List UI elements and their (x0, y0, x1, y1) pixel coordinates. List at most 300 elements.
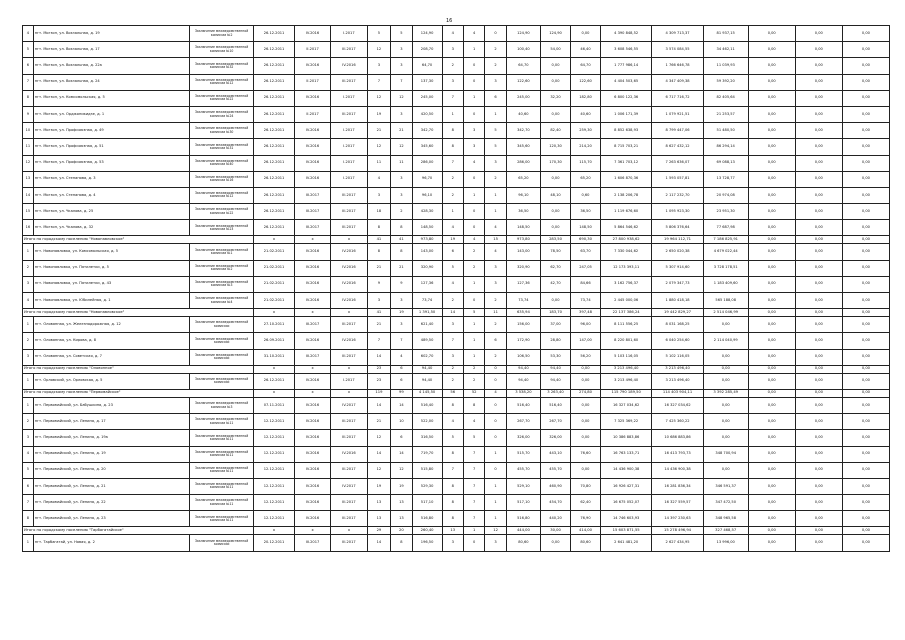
cell-s3: 81 937,15 (703, 26, 748, 42)
cell-z2: 0,00 (795, 349, 842, 365)
cell-a3: 36,50 (571, 204, 601, 220)
cell-a2: 54,00 (541, 42, 571, 58)
cell-c3: 8 (442, 397, 463, 413)
cell-z3: 0,00 (842, 58, 889, 74)
cell-q1: IV.2016 (294, 397, 330, 413)
cell-q1: IV.2016 (294, 293, 330, 309)
cell-doc: Заключение межведомственной комиссии №3 (189, 276, 253, 292)
table-row (23, 155, 890, 171)
cell-a1: 148,50 (506, 220, 540, 236)
cell-a2: 62,70 (541, 260, 571, 276)
cell-s1: 1 119 676,60 (600, 204, 651, 220)
cell-a2: 0,00 (541, 74, 571, 90)
cell-q1: IV.2016 (294, 123, 330, 139)
subtotal-cell: 690,30 (571, 236, 601, 244)
cell-c1: 18 (367, 204, 391, 220)
cell-d: 26.12.2011 (254, 171, 295, 187)
cell-q1: IV.2016 (294, 495, 330, 511)
subtotal-cell: 13 (442, 527, 463, 535)
subtotal-cell: 4 145,50 (412, 389, 442, 397)
cell-s1: 8 852 638,93 (600, 123, 651, 139)
cell-n: 7 (23, 74, 34, 90)
table-row (23, 349, 890, 365)
cell-n: 13 (23, 171, 34, 187)
cell-c5: 5 (485, 139, 506, 155)
subtotal-cell: 15 278 496,94 (652, 527, 703, 535)
cell-c4: 0 (463, 58, 484, 74)
cell-z2: 0,00 (795, 90, 842, 106)
cell-q1: IV.2016 (294, 511, 330, 527)
cell-area: 515,80 (412, 462, 442, 478)
cell-s1: 12 173 393,11 (600, 260, 651, 276)
cell-c5: 3 (485, 155, 506, 171)
cell-d: 12.12.2011 (254, 430, 295, 446)
cell-a3: 0,60 (571, 187, 601, 203)
cell-z2: 0,00 (795, 204, 842, 220)
subtotal-cell: 4 (463, 236, 484, 244)
subtotal-cell: 0,00 (795, 527, 842, 535)
table-row (23, 58, 890, 74)
cell-a1: 100,40 (506, 42, 540, 58)
cell-c2: 7 (391, 333, 412, 349)
cell-c2: 19 (391, 478, 412, 494)
cell-s1: 14 746 603,93 (600, 511, 651, 527)
cell-z2: 0,00 (795, 106, 842, 122)
cell-c5: 1 (485, 106, 506, 122)
cell-a3: 0,00 (571, 430, 601, 446)
cell-q2: III.2017 (331, 42, 367, 58)
cell-addr: пгт. Могзон, ул. Профсоюзная, д. 53 (33, 155, 189, 171)
cell-area: 489,50 (412, 333, 442, 349)
cell-c2: 13 (391, 495, 412, 511)
cell-z3: 0,00 (842, 276, 889, 292)
cell-area: 517,10 (412, 495, 442, 511)
cell-n: 6 (23, 478, 34, 494)
cell-z3: 0,00 (842, 317, 889, 333)
cell-a1: 64,70 (506, 58, 540, 74)
subtotal-cell: 15 (485, 236, 506, 244)
cell-c1: 12 (367, 42, 391, 58)
cell-c4: 2 (463, 244, 484, 260)
cell-area: 621,40 (412, 317, 442, 333)
cell-q1: IV.2016 (294, 260, 330, 276)
cell-z2: 0,00 (795, 495, 842, 511)
subtotal-cell: 1 391,50 (412, 309, 442, 317)
cell-doc: Заключение межведомственной комиссии (189, 333, 253, 349)
cell-c5: 3 (485, 260, 506, 276)
cell-doc: Заключение межведомственной комиссии №11 (189, 430, 253, 446)
table-row (23, 317, 890, 333)
cell-a2: 0,00 (541, 171, 571, 187)
cell-s1: 10 386 883,86 (600, 430, 651, 446)
cell-c5: 3 (485, 74, 506, 90)
cell-c5: 2 (485, 317, 506, 333)
cell-c5: 1 (485, 511, 506, 527)
subtotal-cell: 56 (442, 389, 463, 397)
cell-area: 522,00 (412, 414, 442, 430)
cell-doc: Заключение межведомственной комиссии №10 (189, 42, 253, 58)
subtotal-cell: 119 (367, 389, 391, 397)
cell-c3: 8 (442, 139, 463, 155)
cell-s2: 14 436 900,38 (652, 462, 703, 478)
cell-addr: пгт. Оловянная, ул. Кирова, д. 8 (33, 333, 189, 349)
table-row (23, 220, 890, 236)
table-row (23, 276, 890, 292)
cell-doc: Заключение межведомственной комиссии №2 (189, 260, 253, 276)
cell-d: 31.10.2011 (254, 349, 295, 365)
subtotal-label: Итого по городскому поселению "Оловянное" (23, 365, 254, 373)
cell-a3: 115,70 (571, 155, 601, 171)
cell-s3: 1 183 409,60 (703, 276, 748, 292)
cell-n: 5 (23, 42, 34, 58)
cell-a2: 326,00 (541, 430, 571, 446)
subtotal-row (23, 365, 890, 373)
cell-c4: 5 (463, 430, 484, 446)
cell-n: 3 (23, 276, 34, 292)
cell-z1: 0,00 (748, 123, 795, 139)
cell-z1: 0,00 (748, 155, 795, 171)
cell-c3: 2 (442, 373, 463, 389)
cell-n: 15 (23, 204, 34, 220)
cell-s2: 3 574 084,55 (652, 42, 703, 58)
cell-doc: Заключение межведомственной комиссии №11 (189, 511, 253, 527)
cell-a1: 36,50 (506, 204, 540, 220)
cell-d: 27.10.2011 (254, 317, 295, 333)
cell-d: 21.02.2011 (254, 293, 295, 309)
cell-q1: III.2017 (294, 187, 330, 203)
cell-a2: 440,20 (541, 511, 571, 527)
cell-s2: 6 040 254,60 (652, 333, 703, 349)
cell-c1: 12 (367, 90, 391, 106)
subtotal-cell: x (254, 236, 295, 244)
cell-s3: 82 405,64 (703, 90, 748, 106)
cell-z1: 0,00 (748, 495, 795, 511)
cell-a1: 517,10 (506, 495, 540, 511)
cell-c4: 4 (463, 26, 484, 42)
cell-s3: 20 974,08 (703, 187, 748, 203)
cell-c4: 1 (463, 90, 484, 106)
cell-addr: пгт. Могзон, ул. Вокзальная, д. 24 (33, 74, 189, 90)
cell-s1: 2 641 481,20 (600, 535, 651, 551)
cell-a3: 64,70 (571, 58, 601, 74)
cell-z3: 0,00 (842, 414, 889, 430)
cell-a2: 48,10 (541, 187, 571, 203)
cell-q2: III.2017 (331, 535, 367, 551)
cell-area: 127,36 (412, 276, 442, 292)
cell-c3: 8 (442, 446, 463, 462)
subtotal-cell: 274,80 (571, 389, 601, 397)
cell-a3: 56,20 (571, 349, 601, 365)
cell-z3: 0,00 (842, 244, 889, 260)
cell-area: 196,50 (412, 535, 442, 551)
cell-a2: 454,70 (541, 495, 571, 511)
cell-c3: 4 (442, 414, 463, 430)
cell-d: 26.12.2011 (254, 123, 295, 139)
subtotal-cell: 30,00 (541, 527, 571, 535)
subtotal-cell: 2 (442, 365, 463, 373)
cell-n: 7 (23, 495, 34, 511)
cell-z2: 0,00 (795, 317, 842, 333)
subtotal-cell: 19 442 829,27 (652, 309, 703, 317)
cell-a2: 455,70 (541, 462, 571, 478)
cell-a1: 516,80 (506, 511, 540, 527)
cell-addr: пгт. Первомайский, ул. Ленина, д. 23 (33, 511, 189, 527)
subtotal-cell: 0,00 (842, 365, 889, 373)
subtotal-cell: 0,00 (748, 365, 795, 373)
cell-c1: 5 (367, 26, 391, 42)
subtotal-cell: 0,00 (842, 527, 889, 535)
cell-s1: 8 715 703,21 (600, 139, 651, 155)
cell-s3: 348 965,58 (703, 511, 748, 527)
cell-d: 26.12.2011 (254, 139, 295, 155)
cell-z3: 0,00 (842, 478, 889, 494)
table-row (23, 171, 890, 187)
cell-addr: пгт. Первомайский, ул. Ленина, д. 22 (33, 495, 189, 511)
subtotal-cell: 0,00 (795, 389, 842, 397)
cell-c2: 9 (391, 276, 412, 292)
cell-d: 12.12.2011 (254, 446, 295, 462)
cell-addr: пгт. Могзон, ул. Степанова, д. 3 (33, 171, 189, 187)
cell-z2: 0,00 (795, 333, 842, 349)
cell-doc: Заключение межведомственной комиссии (189, 373, 253, 389)
cell-c4: 1 (463, 276, 484, 292)
cell-z1: 0,00 (748, 446, 795, 462)
cell-s3: 11 039,93 (703, 58, 748, 74)
cell-q2: III.2017 (331, 511, 367, 527)
cell-s2: 1 766 646,78 (652, 58, 703, 74)
cell-s1: 16 327 034,62 (600, 397, 651, 413)
cell-a2: 53,30 (541, 349, 571, 365)
cell-q1: IV.2016 (294, 26, 330, 42)
subtotal-cell: 29 (367, 527, 391, 535)
cell-q2: IV.2016 (331, 446, 367, 462)
cell-z3: 0,00 (842, 74, 889, 90)
cell-area: 286,00 (412, 155, 442, 171)
cell-q1: II.2017 (294, 106, 330, 122)
cell-c2: 14 (391, 397, 412, 413)
subtotal-cell: 23 (367, 365, 391, 373)
cell-c2: 6 (391, 430, 412, 446)
cell-s2: 8 799 447,06 (652, 123, 703, 139)
cell-q2: III.2017 (331, 204, 367, 220)
cell-a3: 80,60 (571, 535, 601, 551)
cell-c5: 2 (485, 171, 506, 187)
subtotal-cell: 41 (367, 236, 391, 244)
cell-z2: 0,00 (795, 511, 842, 527)
cell-d: 26.09.2011 (254, 333, 295, 349)
cell-z2: 0,00 (795, 478, 842, 494)
table-row (23, 26, 890, 42)
cell-z2: 0,00 (795, 414, 842, 430)
page-number: 16 (446, 18, 453, 24)
cell-z1: 0,00 (748, 462, 795, 478)
subtotal-label: Итого по городскому поселению "Новопавловское" (23, 309, 254, 317)
cell-s1: 8 220 801,60 (600, 333, 651, 349)
cell-d: 26.12.2011 (254, 58, 295, 74)
cell-c1: 12 (367, 430, 391, 446)
subtotal-cell: 397,48 (571, 309, 601, 317)
cell-c2: 5 (391, 26, 412, 42)
subtotal-cell: 0,00 (795, 309, 842, 317)
cell-a1: 286,00 (506, 155, 540, 171)
cell-z3: 0,00 (842, 90, 889, 106)
table-row (23, 373, 890, 389)
cell-c1: 14 (367, 446, 391, 462)
cell-q1: IV.2016 (294, 171, 330, 187)
cell-z3: 0,00 (842, 155, 889, 171)
cell-d: 21.02.2011 (254, 276, 295, 292)
cell-s1: 1 777 986,14 (600, 58, 651, 74)
cell-doc: Заключение межведомственной комиссии №3 (189, 397, 253, 413)
cell-doc: Заключение межведомственной комиссии №12 (189, 187, 253, 203)
cell-c2: 7 (391, 74, 412, 90)
cell-c2: 8 (391, 244, 412, 260)
cell-c4: 1 (463, 317, 484, 333)
cell-c1: 23 (367, 373, 391, 389)
cell-q1: IV.2016 (294, 414, 330, 430)
cell-s3: 347 472,50 (703, 495, 748, 511)
cell-c1: 4 (367, 171, 391, 187)
cell-s3: 21 253,57 (703, 106, 748, 122)
table-row (23, 495, 890, 511)
subtotal-cell: 114 403 904,11 (652, 389, 703, 397)
cell-a3: 0,00 (571, 373, 601, 389)
subtotal-cell: 19 964 112,71 (652, 236, 703, 244)
cell-c5: 1 (485, 446, 506, 462)
subtotal-cell: 99 (391, 389, 412, 397)
subtotal-label: Итого по городскому поселению "Тарбагатайское" (23, 527, 254, 535)
cell-a1: 172,90 (506, 333, 540, 349)
cell-doc: Заключение межведомственной комиссии №32 (189, 58, 253, 74)
cell-a2: 0,00 (541, 58, 571, 74)
subtotal-cell: 0,00 (571, 365, 601, 373)
subtotal-cell: 3 392 285,49 (703, 389, 748, 397)
cell-c2: 8 (391, 535, 412, 551)
cell-s1: 2 445 000,06 (600, 293, 651, 309)
subtotal-row (23, 527, 890, 535)
cell-q2: III.2017 (331, 495, 367, 511)
cell-doc: Заключение межведомственной комиссии №1 (189, 244, 253, 260)
cell-s2: 1 095 923,30 (652, 204, 703, 220)
cell-c1: 7 (367, 74, 391, 90)
cell-s3: 565 188,08 (703, 293, 748, 309)
table-row (23, 511, 890, 527)
cell-addr: пгт. Могзон, ул. Степанова, д. 4 (33, 187, 189, 203)
cell-a2: 170,30 (541, 155, 571, 171)
cell-s3: 0,00 (703, 430, 748, 446)
cell-a3: 76,60 (571, 446, 601, 462)
subtotal-cell: 0,00 (795, 236, 842, 244)
housing-relocation-table (22, 25, 890, 552)
cell-s3: 0,00 (703, 373, 748, 389)
cell-c4: 7 (463, 511, 484, 527)
subtotal-cell: 0,00 (703, 365, 748, 373)
cell-d: 07.11.2011 (254, 397, 295, 413)
cell-a2: 94,40 (541, 373, 571, 389)
cell-a1: 94,40 (506, 373, 540, 389)
cell-addr: пгт. Первомайский, ул. Бабушкина, д. 23 (33, 397, 189, 413)
cell-c5: 0 (485, 26, 506, 42)
cell-c4: 0 (463, 106, 484, 122)
cell-a2: 78,50 (541, 244, 571, 260)
cell-q1: IV.2016 (294, 244, 330, 260)
subtotal-label: Итого по городскому поселению "Первомайское" (23, 389, 254, 397)
cell-c2: 10 (391, 414, 412, 430)
cell-doc: Заключение межведомственной комиссии №11 (189, 446, 253, 462)
cell-s3: 348 700,94 (703, 446, 748, 462)
cell-q1: IV.2016 (294, 90, 330, 106)
cell-s2: 5 307 914,60 (652, 260, 703, 276)
cell-q1: III.2017 (294, 220, 330, 236)
cell-a2: 0,00 (541, 220, 571, 236)
cell-n: 4 (23, 293, 34, 309)
cell-z3: 0,00 (842, 430, 889, 446)
cell-z3: 0,00 (842, 535, 889, 551)
cell-s1: 1 006 171,39 (600, 106, 651, 122)
cell-c3: 2 (442, 171, 463, 187)
cell-c3: 4 (442, 276, 463, 292)
cell-a1: 245,00 (506, 90, 540, 106)
cell-q2: I.2017 (331, 171, 367, 187)
cell-c5: 0 (485, 414, 506, 430)
cell-z1: 0,00 (748, 139, 795, 155)
cell-c5: 2 (485, 58, 506, 74)
subtotal-cell: 183,70 (541, 309, 571, 317)
cell-addr: пгт. Могзон, ул. Комсомольская, д. 5 (33, 90, 189, 106)
table-body (23, 26, 890, 552)
cell-c2: 3 (391, 106, 412, 122)
cell-area: 345,60 (412, 139, 442, 155)
cell-z1: 0,00 (748, 90, 795, 106)
cell-n: 1 (23, 317, 34, 333)
cell-z1: 0,00 (748, 397, 795, 413)
cell-c3: 8 (442, 123, 463, 139)
subtotal-row (23, 389, 890, 397)
cell-s1: 3 608 546,55 (600, 42, 651, 58)
subtotal-cell: 283,50 (541, 236, 571, 244)
cell-c1: 8 (367, 220, 391, 236)
cell-q1: III.2017 (294, 535, 330, 551)
cell-s1: 16 926 427,31 (600, 478, 651, 494)
cell-a3: 0,00 (571, 26, 601, 42)
cell-s1: 4 404 503,65 (600, 74, 651, 90)
cell-a1: 73,74 (506, 293, 540, 309)
cell-doc: Заключение межведомственной комиссии №4 (189, 293, 253, 309)
cell-c2: 12 (391, 139, 412, 155)
cell-c3: 3 (442, 535, 463, 551)
cell-doc: Заключение межведомственной комиссии №11 (189, 414, 253, 430)
cell-s2: 14 397 230,63 (652, 511, 703, 527)
cell-n: 8 (23, 90, 34, 106)
cell-q2: III.2017 (331, 414, 367, 430)
cell-z3: 0,00 (842, 495, 889, 511)
cell-c3: 3 (442, 42, 463, 58)
cell-area: 316,50 (412, 430, 442, 446)
cell-z1: 0,00 (748, 430, 795, 446)
cell-z2: 0,00 (795, 26, 842, 42)
subtotal-cell: 94,40 (541, 365, 571, 373)
cell-c1: 21 (367, 123, 391, 139)
cell-doc: Заключение межведомственной комиссии (189, 535, 253, 551)
subtotal-cell: 27 800 938,62 (600, 236, 651, 244)
cell-doc: Заключение межведомственной комиссии (189, 317, 253, 333)
cell-s2: 5 806 376,64 (652, 220, 703, 236)
cell-d: 26.12.2011 (254, 42, 295, 58)
cell-addr: пгт. Могзон, ул. Вокзальная, д. 22а (33, 58, 189, 74)
cell-z1: 0,00 (748, 414, 795, 430)
cell-q1: IV.2016 (294, 478, 330, 494)
cell-s3: 13 996,00 (703, 535, 748, 551)
